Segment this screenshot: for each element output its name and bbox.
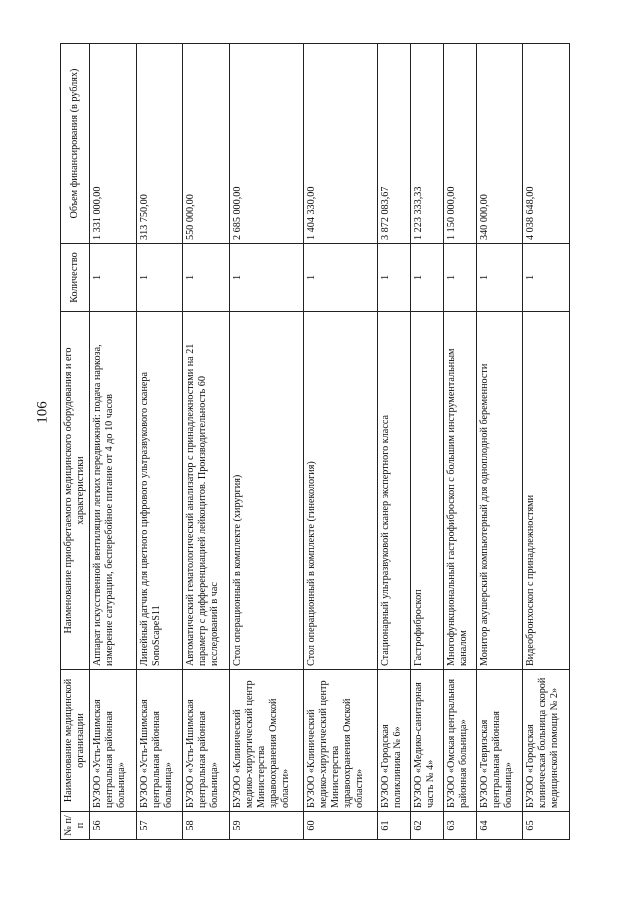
cell-quantity: 1 <box>443 244 476 312</box>
table-row <box>523 44 570 840</box>
cell-equipment: Автоматический гематологический анализатор с принадлежностями на 21 параметр с дифференциацией лейкоцитов. Производительность 60 исследований в час <box>183 312 230 670</box>
cell-funding: 1 331 000,00 <box>90 44 137 244</box>
table-header-row <box>61 44 90 840</box>
cell-organization: БУЗОО «Клинический медико-хирургический центр Министерства здравоохранения Омской области» <box>303 670 377 812</box>
cell-quantity: 1 <box>523 244 570 312</box>
cell-num: 63 <box>443 812 476 840</box>
cell-equipment: Монитор акушерский компьютерный для одноплодной беременности <box>476 312 523 670</box>
table-row <box>476 44 523 840</box>
table-row <box>90 44 137 840</box>
equipment-funding-table <box>60 43 570 840</box>
header-funding: Объем финансирования (в рублях) <box>61 44 90 244</box>
cell-funding: 1 150 000,00 <box>443 44 476 244</box>
cell-equipment: Стационарный ультразвуковой сканер экспертного класса <box>377 312 410 670</box>
cell-organization: БУЗОО «Медико-санитарная часть № 4» <box>410 670 443 812</box>
table-row <box>377 44 410 840</box>
cell-equipment: Стол операционный в комплекте (хирургия) <box>229 312 303 670</box>
cell-quantity: 1 <box>183 244 230 312</box>
cell-quantity: 1 <box>229 244 303 312</box>
cell-quantity: 1 <box>136 244 183 312</box>
cell-organization: БУЗОО «Омская центральная районная больница» <box>443 670 476 812</box>
cell-quantity: 1 <box>410 244 443 312</box>
cell-num: 60 <box>303 812 377 840</box>
cell-organization: БУЗОО «Усть-Ишимская центральная районная больница» <box>136 670 183 812</box>
funding-table-container <box>60 44 570 840</box>
cell-organization: БУЗОО «Клинический медико-хирургический центр Министерства здравоохранения Омской области» <box>229 670 303 812</box>
cell-quantity: 1 <box>90 244 137 312</box>
cell-organization: БУЗОО «Городская клиническая больница скорой медицинской помощи № 2» <box>523 670 570 812</box>
cell-funding: 550 000,00 <box>183 44 230 244</box>
cell-num: 56 <box>90 812 137 840</box>
table-row <box>303 44 377 840</box>
cell-funding: 1 404 330,00 <box>303 44 377 244</box>
cell-equipment: Линейный датчик для цветного цифрового ультразвукового сканера SonoScapeS11 <box>136 312 183 670</box>
cell-num: 65 <box>523 812 570 840</box>
cell-funding: 2 685 000,00 <box>229 44 303 244</box>
cell-num: 62 <box>410 812 443 840</box>
cell-funding: 4 038 648,00 <box>523 44 570 244</box>
table-row <box>229 44 303 840</box>
cell-organization: БУЗОО «Городская поликлиника № 6» <box>377 670 410 812</box>
header-equipment: Наименование приобретаемого медицинского оборудования и его характеристики <box>61 312 90 670</box>
table-row <box>136 44 183 840</box>
header-quantity: Количество <box>61 244 90 312</box>
table-row <box>410 44 443 840</box>
cell-funding: 313 750,00 <box>136 44 183 244</box>
cell-equipment: Аппарат искусственной вентиляции легких передвижной: подача наркоза, измерение сатурации, бесперебойное питание от 4 до 10 часов <box>90 312 137 670</box>
cell-quantity: 1 <box>476 244 523 312</box>
cell-funding: 3 872 083,67 <box>377 44 410 244</box>
table-row <box>183 44 230 840</box>
cell-funding: 340 000,00 <box>476 44 523 244</box>
table-row <box>443 44 476 840</box>
header-num: № п/п <box>61 812 90 840</box>
cell-quantity: 1 <box>303 244 377 312</box>
cell-funding: 1 223 333,33 <box>410 44 443 244</box>
cell-equipment: Стол операционный в комплекте (гинекология) <box>303 312 377 670</box>
cell-equipment: Видеобронхоскоп с принадлежностями <box>523 312 570 670</box>
cell-equipment: Многофункциональный гастрофиброскоп с большим инструментальным каналом <box>443 312 476 670</box>
page-number: 106 <box>34 401 51 424</box>
cell-quantity: 1 <box>377 244 410 312</box>
cell-organization: БУЗОО «Усть-Ишимская центральная районная больница» <box>183 670 230 812</box>
cell-num: 59 <box>229 812 303 840</box>
cell-organization: БУЗОО «Тевризская центральная районная больница» <box>476 670 523 812</box>
cell-num: 57 <box>136 812 183 840</box>
cell-num: 58 <box>183 812 230 840</box>
cell-organization: БУЗОО «Усть-Ишимская центральная районная больница» <box>90 670 137 812</box>
header-organization: Наименование медицинской организации <box>61 670 90 812</box>
cell-num: 61 <box>377 812 410 840</box>
cell-num: 64 <box>476 812 523 840</box>
cell-equipment: Гастрофиброскоп <box>410 312 443 670</box>
